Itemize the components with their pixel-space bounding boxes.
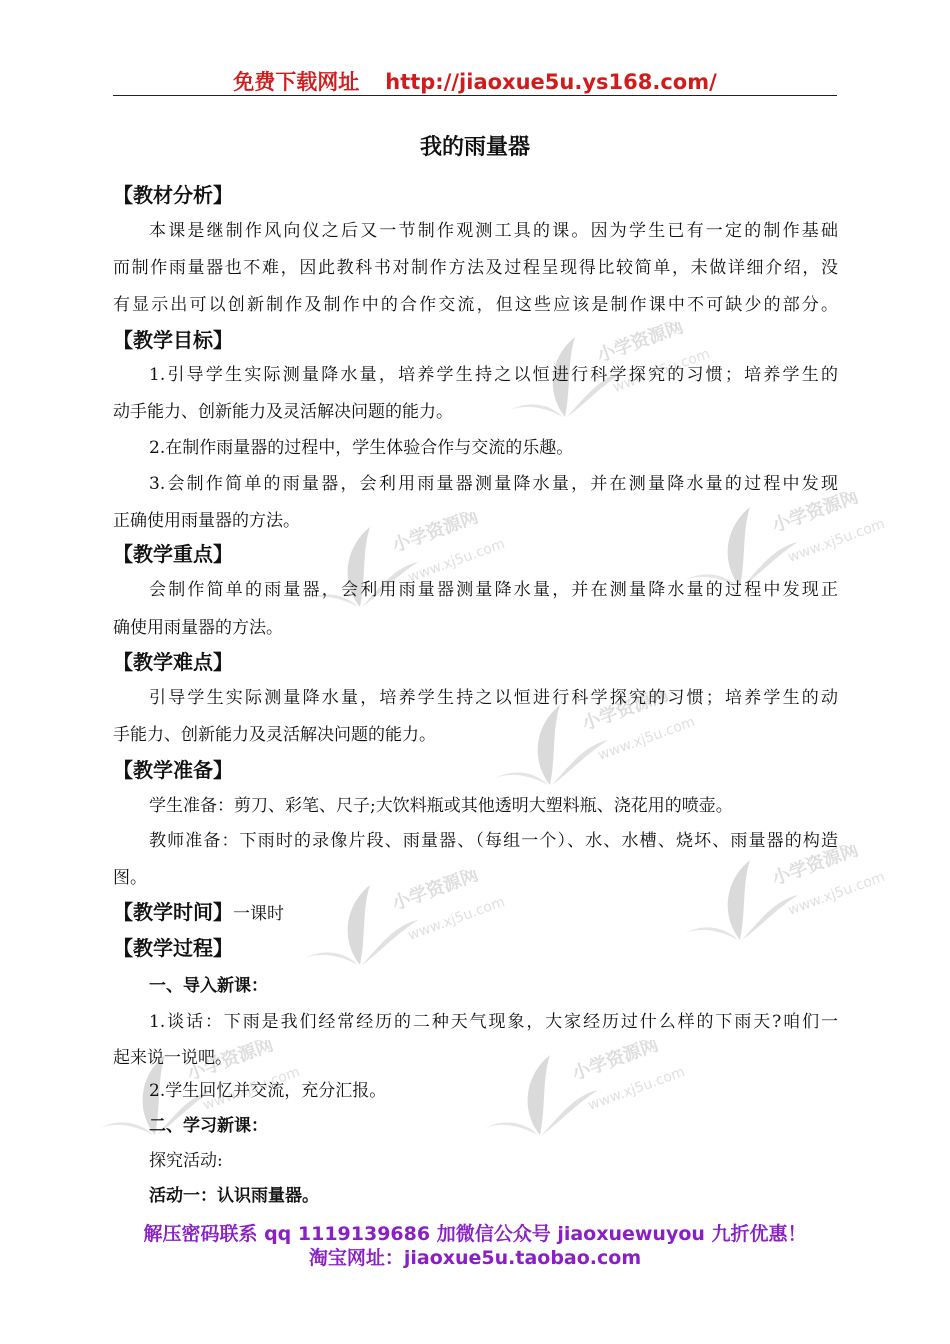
- paragraph-line: 有显示出可以创新制作及制作中的合作交流，但这些应该是制作课中不可缺少的部分。: [113, 295, 838, 315]
- section-heading-time: 【教学时间】一课时: [113, 900, 284, 924]
- paragraph-line: 本课是继制作风向仪之后又一节制作观测工具的课。因为学生已有一定的制作基础: [149, 221, 838, 241]
- subsection-heading: 一、导入新课：: [149, 976, 268, 996]
- activity-heading: 活动一：认识雨量器。: [149, 1186, 319, 1206]
- paragraph-line: 动手能力、创新能力及灵活解决问题的能力。: [113, 402, 453, 422]
- paragraph-line: 3.会制作简单的雨量器，会利用雨量器测量降水量，并在测量降水量的过程中发现: [149, 474, 838, 494]
- paragraph-line: 2.在制作雨量器的过程中，学生体验合作与交流的乐趣。: [149, 438, 574, 458]
- footer-contact: 解压密码联系 qq 1119139686 加微信公众号 jiaoxuewuyou 九折优惠！: [143, 1223, 807, 1245]
- paragraph-line: 学生准备：剪刀、彩笔、尺子;大饮料瓶或其他透明大塑料瓶、浇花用的喷壶。: [149, 796, 733, 816]
- section-heading-difficulty: 【教学难点】: [113, 650, 233, 674]
- section-heading-prep: 【教学准备】: [113, 758, 233, 782]
- watermark-logo: [680, 845, 910, 955]
- footer-taobao-link[interactable]: 淘宝网址：jiaoxue5u.taobao.com: [308, 1247, 642, 1269]
- paragraph-line: 正确使用雨量器的方法。: [113, 511, 300, 531]
- paragraph-line: 引导学生实际测量降水量，培养学生持之以恒进行科学探究的习惯；培养学生的动: [149, 688, 838, 708]
- paragraph-line: 手能力、创新能力及灵活解决问题的能力。: [113, 725, 436, 745]
- paragraph-line: 会制作简单的雨量器，会利用雨量器测量降水量，并在测量降水量的过程中发现正: [149, 580, 838, 600]
- section-heading-key: 【教学重点】: [113, 542, 233, 566]
- section-heading-process: 【教学过程】: [113, 936, 233, 960]
- header-url[interactable]: http://jiaoxue5u.ys168.com/: [385, 70, 717, 94]
- paragraph-line: 而制作雨量器也不难，因此教科书对制作方法及过程呈现得比较简单，未做详细介绍，没: [113, 258, 838, 278]
- subsection-heading: 二、学习新课：: [149, 1116, 268, 1136]
- lesson-duration: 一课时: [233, 904, 284, 924]
- document-title: 我的雨量器: [419, 135, 530, 160]
- paragraph-line: 1.谈话：下雨是我们经常经历的二种天气现象，大家经历过什么样的下雨天?咱们一: [149, 1012, 838, 1032]
- section-heading-analysis: 【教材分析】: [113, 183, 233, 207]
- paragraph-line: 2.学生回忆并交流，充分汇报。: [149, 1081, 387, 1101]
- header-download-link[interactable]: [0, 66, 950, 96]
- paragraph-line: 起来说一说吧。: [113, 1048, 232, 1068]
- section-heading-goals: 【教学目标】: [113, 328, 233, 352]
- header-divider: [113, 95, 837, 96]
- paragraph-line: 教师准备：下雨时的录像片段、雨量器、（每组一个）、水、水槽、烧坏、雨量器的构造: [149, 831, 838, 851]
- paragraph-line: 确使用雨量器的方法。: [113, 618, 283, 638]
- paragraph-line: 1.引导学生实际测量降水量，培养学生持之以恒进行科学探究的习惯；培养学生的: [149, 365, 838, 385]
- paragraph-line: 探究活动:: [149, 1151, 223, 1171]
- paragraph-line: 图。: [113, 868, 147, 888]
- header-prefix: 免费下载网址: [233, 70, 360, 94]
